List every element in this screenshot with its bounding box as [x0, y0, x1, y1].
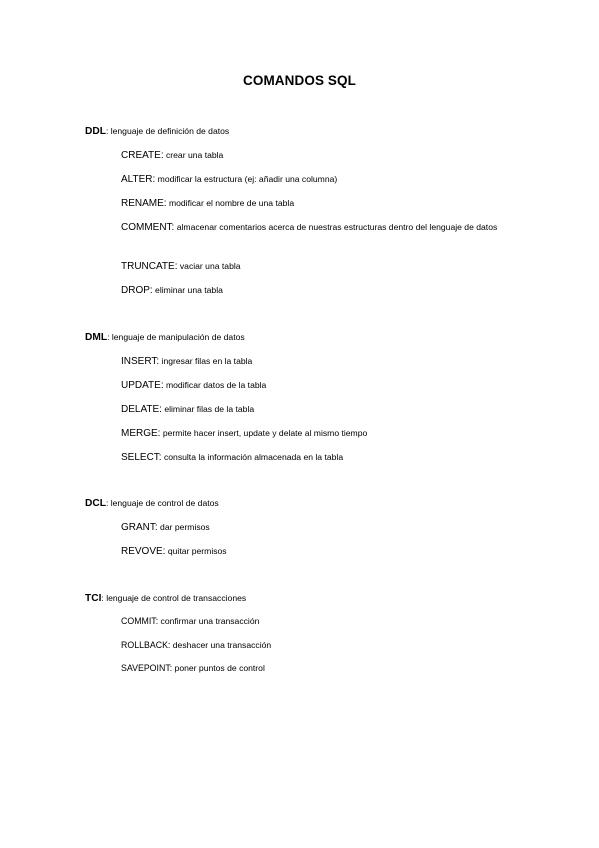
list-item-revove [121, 546, 227, 557]
list-item-insert [121, 356, 252, 367]
section-heading-dml [85, 332, 245, 343]
list-item-rename [121, 198, 294, 209]
list-item-delate [121, 404, 254, 415]
command-description: eliminar filas de la tabla [161, 404, 255, 414]
list-item-select [121, 452, 343, 463]
list-item-comment [121, 219, 521, 236]
section-description: : lenguaje de manipulación de datos [107, 332, 245, 342]
command-name: CREATE: [121, 150, 164, 161]
list-item-drop [121, 285, 223, 296]
section-description: : lenguaje de definición de datos [105, 126, 230, 136]
command-description: eliminar una tabla [152, 285, 223, 295]
command-name: GRANT: [121, 522, 158, 533]
command-description: consulta la información almacenada en la tabla [161, 452, 344, 462]
command-name: DELATE: [121, 404, 162, 415]
list-item-alter [121, 174, 337, 185]
list-item-create [121, 150, 223, 161]
command-description: almacenar comentarios acerca de nuestras estructuras dentro del lenguaje de datos [174, 222, 498, 232]
command-description: poner puntos de control [172, 663, 265, 673]
command-name: INSERT: [121, 356, 160, 367]
section-heading-tci [85, 593, 246, 604]
list-item-truncate [121, 261, 241, 272]
command-name: RENAME: [121, 198, 167, 209]
command-name: REVOVE: [121, 546, 166, 557]
section-heading-ddl [85, 126, 229, 137]
list-item-commit [121, 616, 259, 627]
section-key: DML [85, 332, 108, 343]
list-item-savepoint [121, 663, 265, 674]
command-description: deshacer una transacción [170, 640, 272, 650]
section-description: : lenguaje de control de transacciones [101, 593, 247, 603]
list-item-update [121, 380, 266, 391]
section-key: DDL [85, 126, 106, 137]
command-name: SAVEPOINT: [121, 663, 173, 673]
list-item-merge [121, 428, 367, 439]
command-description: confirmar una transacción [158, 616, 260, 626]
section-heading-dcl [85, 498, 219, 509]
section-key: TCI [85, 593, 102, 604]
command-description: ingresar filas en la tabla [159, 356, 253, 366]
list-item-rollback [121, 640, 271, 651]
command-name: UPDATE: [121, 380, 164, 391]
command-name: ALTER: [121, 174, 156, 185]
command-name: ROLLBACK: [121, 640, 171, 650]
command-name: COMMENT: [121, 222, 175, 233]
command-description: dar permisos [157, 522, 210, 532]
command-description: modificar datos de la tabla [163, 380, 267, 390]
command-name: MERGE: [121, 428, 161, 439]
command-description: vaciar una tabla [177, 261, 241, 271]
command-description: modificar el nombre de una tabla [166, 198, 295, 208]
command-name: COMMIT: [121, 616, 159, 626]
command-description: crear una tabla [163, 150, 224, 160]
list-item-grant [121, 522, 210, 533]
command-description: modificar la estructura (ej: añadir una columna) [155, 174, 338, 184]
section-key: DCL [85, 498, 106, 509]
command-name: TRUNCATE: [121, 261, 178, 272]
command-description: quitar permisos [165, 546, 227, 556]
section-description: : lenguaje de control de datos [105, 498, 219, 508]
page-title: COMANDOS SQL [243, 73, 356, 88]
command-name: DROP: [121, 285, 153, 296]
command-name: SELECT: [121, 452, 162, 463]
command-description: permite hacer insert, update y delate al mismo tiempo [160, 428, 368, 438]
